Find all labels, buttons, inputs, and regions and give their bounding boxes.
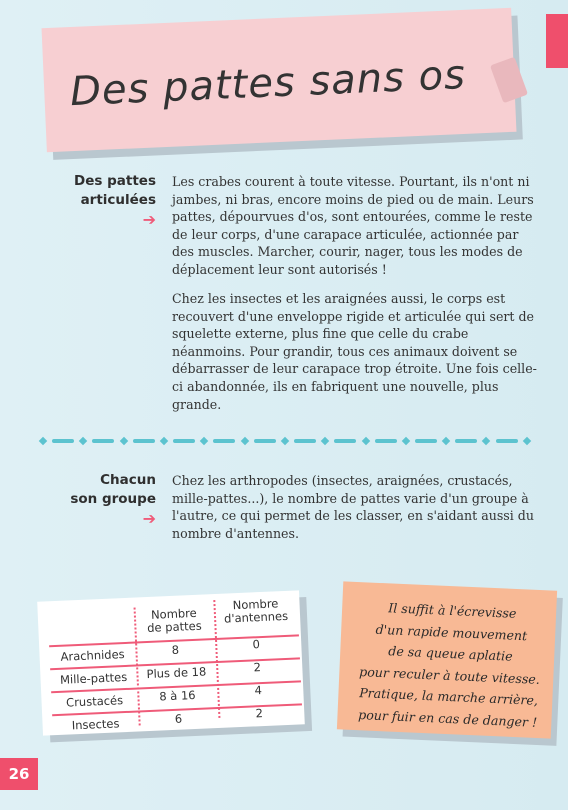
arthropod-table bbox=[37, 590, 305, 735]
table-cell-antennae: 4 bbox=[254, 683, 263, 698]
table-cell-group: Arachnides bbox=[60, 647, 125, 664]
arrow-right-icon: ➔ bbox=[142, 509, 156, 528]
table-cell-group: Mille-pattes bbox=[59, 669, 128, 687]
section-label-line2: articulées bbox=[80, 192, 156, 208]
table-cell-legs: 8 bbox=[171, 642, 180, 657]
section-paragraph: Les crabes courent à toute vitesse. Pourtant, ils n'ont ni jambes, ni bras, encore moins de pied ou de main. Leurs pattes, dépourvues d'os, sont entourées, comme le reste de leur corps, d'une carapace articulée, actionnée par des muscles. Marcher, courir, nager, tous les modes de déplacement leur sont autorisés ! bbox=[172, 174, 534, 277]
section-divider bbox=[40, 436, 530, 446]
page-title: Des pattes sans os bbox=[69, 51, 467, 116]
section-label-line2: son groupe bbox=[70, 491, 156, 507]
table-cell-legs: 8 à 16 bbox=[158, 687, 196, 704]
table-header-legs: Nombre de pattes bbox=[146, 605, 202, 635]
section-label-pattes-articulees bbox=[6, 172, 156, 229]
section-label-line1: Chacun bbox=[100, 472, 156, 488]
section-paragraph: Chez les arthropodes (insectes, araignées, crustacés, mille-pattes...), le nombre de pattes varie d'un groupe à l'autre, ce qui permet de les classer, en s'aidant aussi du nombre d'antennes. bbox=[172, 473, 534, 541]
arrow-right-icon: ➔ bbox=[142, 210, 156, 229]
table-cell-antennae: 2 bbox=[253, 660, 262, 675]
section-label-chacun-son-groupe bbox=[6, 471, 156, 528]
table-cell-antennae: 0 bbox=[252, 637, 261, 652]
page-number: 26 bbox=[0, 758, 38, 790]
corner-tab bbox=[546, 14, 568, 68]
table-cell-antennae: 2 bbox=[255, 706, 264, 721]
table-cell-legs: Plus de 18 bbox=[146, 664, 207, 682]
section-label-line1: Des pattes bbox=[74, 173, 156, 189]
section-paragraph: Chez les insectes et les araignées aussi, le corps est recouvert d'une enveloppe rigide et articulée qui sert de squelette externe, plus fine que celle du crabe néanmoins. Pour grandir, tous ces animaux doivent se débarrasser de leur carapace trop étroite. Une fois celle-ci abandonnée, ils en fabriquent une nouvelle, plus grande. bbox=[172, 291, 537, 412]
table-cell-legs: 6 bbox=[174, 711, 183, 726]
table-cell-group: Crustacés bbox=[65, 693, 124, 710]
fun-fact-text: Il suffit à l'écrevisse d'un rapide mouvement de sa queue aplatie pour reculer à toute vitesse. Pratique, la marche arrière, pour fuir en cas de danger ! bbox=[357, 600, 541, 730]
table-cell-group: Insectes bbox=[71, 716, 120, 733]
table-header-antennae: Nombre d'antennes bbox=[223, 596, 289, 626]
